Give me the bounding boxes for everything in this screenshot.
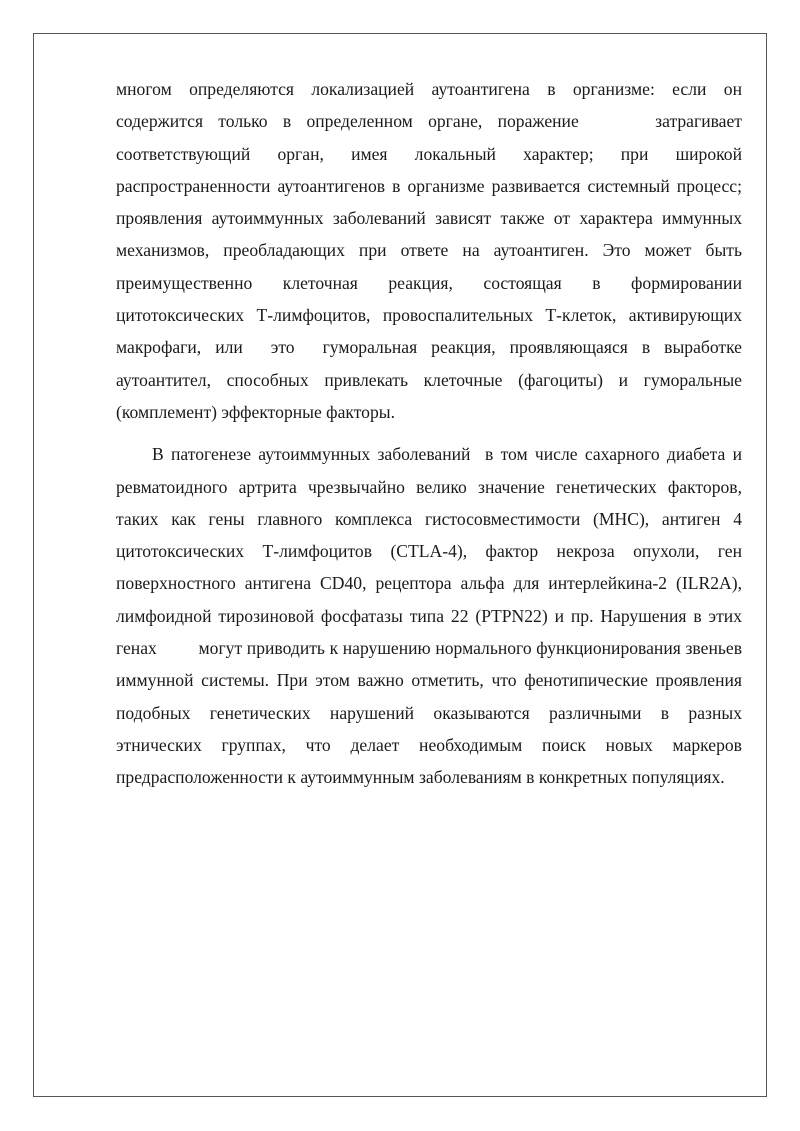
document-body: [116, 73, 742, 794]
paragraph-pathogenesis: В патогенезе аутоиммунных заболеваний в том числе сахарного диабета и ревматоидного артрита чрезвычайно велико значение генетических факторов, таких как гены главного комплекса гистосовместимости (MHC), антиген 4 цитотоксических Т-лимфоцитов (CTLA-4), фактор некроза опухоли, ген поверхностного антигена CD40, рецептора альфа для интерлейкина-2 (ILR2A), лимфоидной тирозиновой фосфатазы типа 22 (PTPN22) и пр. Нарушения в этих генах могут приводить к нарушению нормального функционирования звеньев иммунной системы. При этом важно отметить, что фенотипические проявления подобных генетических нарушений оказываются различными в разных этнических группах, что делает необходимым поиск новых маркеров предрасположенности к аутоиммунным заболеваниям в конкретных популяциях.: [116, 444, 742, 788]
paragraph-continuation: многом определяются локализацией аутоантигена в организме: если он содержится только в определенном органе, поражение затрагивает соответствующий орган, имея локальный характер; при широкой распространенности аутоантигенов в организме развивается системный процесс; проявления аутоиммунных заболеваний зависят также от характера иммунных механизмов, преобладающих при ответе на аутоантиген. Это может быть преимущественно клеточная реакция, состоящая в формировании цитотоксических Т-лимфоцитов, провоспалительных Т-клеток, активирующих макрофаги, или это гуморальная реакция, проявляющаяся в выработке аутоантител, способных привлекать клеточные (фагоциты) и гуморальные (комплемент) эффекторные факторы.: [116, 79, 742, 422]
